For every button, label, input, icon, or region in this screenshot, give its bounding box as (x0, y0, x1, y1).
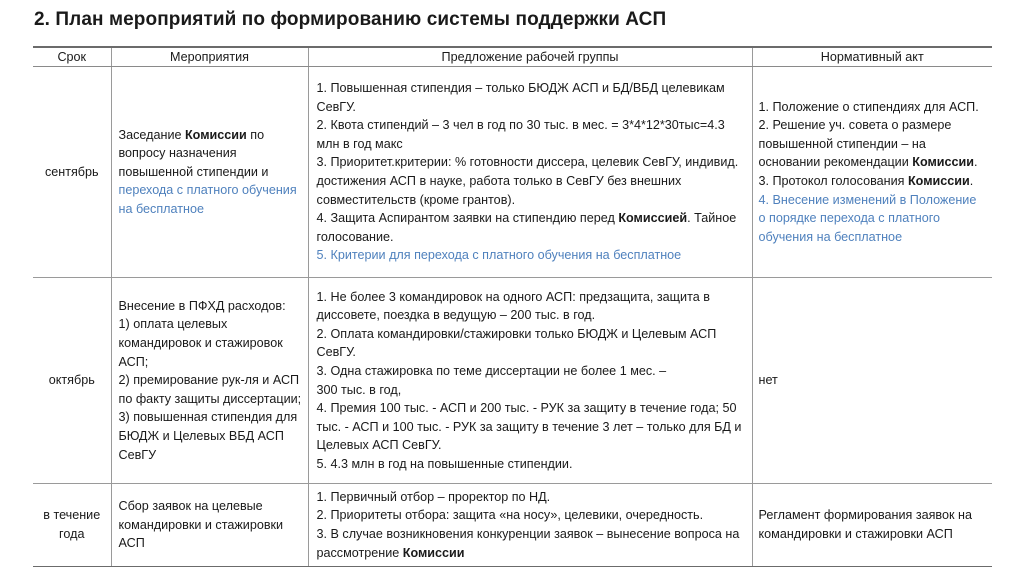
proposal-item: 2. Приоритеты отбора: защита «на носу», целевики, очередность. (316, 508, 704, 523)
row-act: нет (752, 278, 992, 484)
event-highlight: перехода с платного обучения на бесплатное (118, 183, 297, 216)
proposal-item: 2. Оплата командировки/стажировки только БЮДЖ и Целевым АСП СевГУ. (316, 326, 717, 360)
row-term: сентябрь (33, 67, 111, 278)
proposal-item: 300 тыс. в год, (316, 382, 402, 397)
row-act: Регламент формирования заявок на командировки и стажировки АСП (752, 484, 992, 567)
plan-table (33, 46, 992, 567)
proposal-item: 3. В случае возникновения конкуренции заявок – вынесение вопроса на рассмотрение Комиссии (316, 527, 740, 560)
event-text: по вопросу назначения повышенной стипендии и (118, 127, 269, 179)
proposal-item: 1. Первичный отбор – проректор по НД. (316, 489, 551, 504)
row-event (111, 67, 308, 278)
table-row (33, 67, 992, 278)
proposal-item: 5. 4.3 млн в год на повышенные стипендии. (316, 456, 573, 471)
row-proposal (308, 67, 752, 278)
event-item: 3) повышенная стипендия для БЮДЖ и Целевых ВБД АСП СевГУ (118, 410, 298, 462)
table-row (33, 484, 992, 567)
row-event: Сбор заявок на целевые командировки и стажировки АСП (111, 484, 308, 567)
table-row (33, 278, 992, 484)
act-item: 2. Решение уч. совета о размере повышенной стипендии – на основании рекомендации Комиссии. (758, 118, 978, 170)
proposal-item: 4. Защита Аспирантом заявки на стипендию перед Комиссией. Тайное голосование. (316, 211, 737, 244)
proposal-item: 3. Приоритет.критерии: % готовности диссера, целевик СевГУ, индивид. достижения АСП в науке, работа только в СевГУ без внешних совместительств (кроме грантов). (316, 155, 739, 207)
page-title: 2. План мероприятий по формированию системы поддержки АСП (34, 9, 667, 30)
proposal-item: 1. Не более 3 командировок на одного АСП: предзащита, защита в диссовете, поездка в ведущую – 200 тыс. в год. (316, 289, 710, 323)
header-normative-act: Нормативный акт (752, 47, 992, 67)
event-bold: Комиссии (184, 127, 247, 142)
event-item: 2) премирование рук-ля и АСП по факту защиты диссертации; (118, 373, 302, 406)
row-term: в течение года (33, 484, 111, 567)
event-item: Внесение в ПФХД расходов: (118, 298, 286, 313)
row-proposal (308, 278, 752, 484)
event-item: 1) оплата целевых командировок и стажировок АСП; (118, 317, 283, 369)
header-term: Срок (33, 47, 111, 67)
row-act (752, 67, 992, 278)
table-header-row (33, 47, 992, 67)
row-event (111, 278, 308, 484)
header-events: Мероприятия (111, 47, 308, 67)
proposal-item: 1. Повышенная стипендия – только БЮДЖ АСП и БД/ВБД целевикам СевГУ. (316, 81, 725, 114)
proposal-item: 3. Одна стажировка по теме диссертации не более 1 мес. – (316, 363, 667, 378)
header-proposal: Предложение рабочей группы (308, 47, 752, 67)
proposal-item: 4. Премия 100 тыс. - АСП и 200 тыс. - РУК за защиту в течение года; 50 тыс. - АСП и 100 тыс. - РУК за защиту в течение 3 лет – только для БД и Целевых АСП СевГУ. (316, 401, 742, 453)
proposal-item: 5. Критерии для перехода с платного обучения на бесплатное (316, 248, 682, 263)
row-term: октябрь (33, 278, 111, 484)
act-item: 3. Протокол голосования Комиссии. (758, 174, 974, 188)
proposal-item: 2. Квота стипендий – 3 чел в год по 30 тыс. в мес. = 3*4*12*30тыс=4.3 млн в год макс (316, 118, 725, 151)
row-proposal (308, 484, 752, 567)
act-item: 4. Внесение изменений в Положение о порядке перехода с платного обучения на бесплатное (758, 192, 977, 244)
act-item: 1. Положение о стипендиях для АСП. (758, 99, 979, 114)
event-text: Заседание (118, 127, 185, 142)
